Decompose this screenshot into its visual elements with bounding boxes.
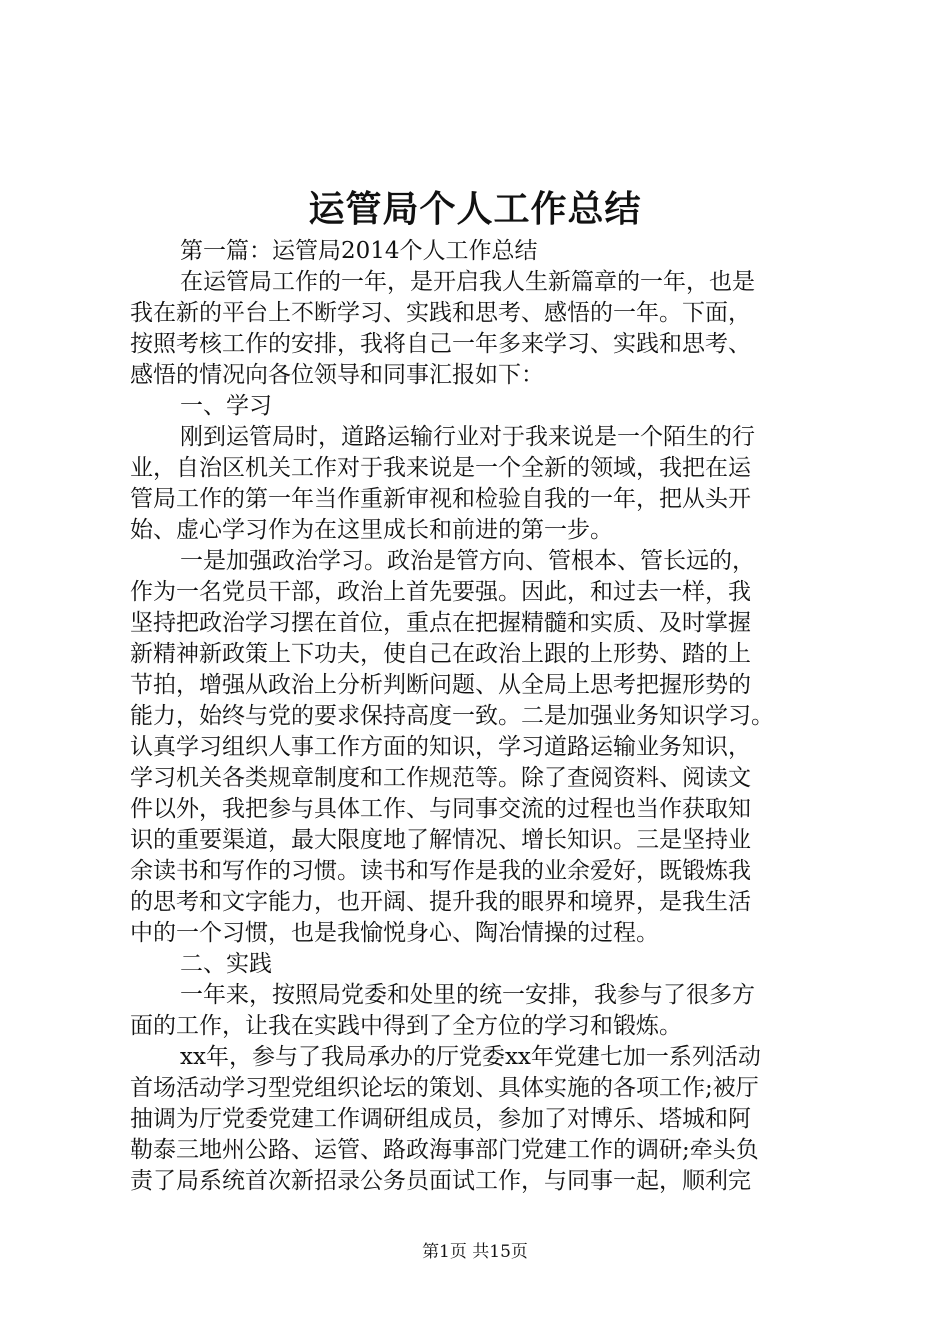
text-line: 余读书和写作的习惯。读书和写作是我的业余爱好，既锻炼我: [130, 858, 751, 884]
text-line: 刚到运管局时，道路运输行业对于我来说是一个陌生的行: [180, 424, 755, 450]
text-line: 坚持把政治学习摆在首位，重点在把握精髓和实质、及时掌握: [130, 610, 751, 636]
text-line: 面的工作，让我在实践中得到了全方位的学习和锻炼。: [130, 1013, 682, 1039]
text-line: 第一篇：运管局2014个人工作总结: [180, 238, 538, 264]
text-line: 的思考和文字能力，也开阔、提升我的眼界和境界，是我生活: [130, 889, 751, 915]
page-footer: 第1页 共15页: [422, 1242, 528, 1262]
text-line: 业，自治区机关工作对于我来说是一个全新的领域，我把在运: [130, 455, 751, 481]
text-line: 件以外，我把参与具体工作、与同事交流的过程也当作获取知: [130, 796, 751, 822]
text-line: 一是加强政治学习。政治是管方向、管根本、管长远的，: [180, 548, 755, 574]
text-line: 一、学习: [180, 393, 272, 419]
text-line: 感悟的情况向各位领导和同事汇报如下：: [130, 362, 544, 388]
text-line: 首场活动学习型党组织论坛的策划、具体实施的各项工作;被厅: [130, 1075, 759, 1101]
text-line: 学习机关各类规章制度和工作规范等。除了查阅资料、阅读文: [130, 765, 751, 791]
text-line: 始、虚心学习作为在这里成长和前进的第一步。: [130, 517, 613, 543]
text-line: 作为一名党员干部，政治上首先要强。因此，和过去一样，我: [130, 579, 751, 605]
text-line: 新精神新政策上下功夫，使自己在政治上跟的上形势、踏的上: [130, 641, 751, 667]
document-body: [130, 236, 830, 1197]
text-line: 认真学习组织人事工作方面的知识，学习道路运输业务知识，: [130, 734, 751, 760]
text-line: 一年来，按照局党委和处里的统一安排，我参与了很多方: [180, 982, 755, 1008]
text-line: 在运管局工作的一年，是开启我人生新篇章的一年，也是: [180, 269, 755, 295]
text-line: 能力，始终与党的要求保持高度一致。二是加强业务知识学习。: [130, 703, 774, 729]
text-line: 节拍，增强从政治上分析判断问题、从全局上思考把握形势的: [130, 672, 751, 698]
text-line: 责了局系统首次新招录公务员面试工作，与同事一起，顺利完: [130, 1168, 751, 1194]
text-line: 识的重要渠道，最大限度地了解情况、增长知识。三是坚持业: [130, 827, 751, 853]
text-line: 我在新的平台上不断学习、实践和思考、感悟的一年。下面，: [130, 300, 751, 326]
text-line: 抽调为厅党委党建工作调研组成员，参加了对博乐、塔城和阿: [130, 1106, 751, 1132]
text-line: 管局工作的第一年当作重新审视和检验自我的一年，把从头开: [130, 486, 751, 512]
text-line: 勒泰三地州公路、运管、路政海事部门党建工作的调研;牵头负: [130, 1137, 759, 1163]
text-line: 二、实践: [180, 951, 272, 977]
document-title: 运管局个人工作总结: [308, 188, 642, 230]
text-line: 按照考核工作的安排，我将自己一年多来学习、实践和思考、: [130, 331, 751, 357]
text-line: 中的一个习惯，也是我愉悦身心、陶冶情操的过程。: [130, 920, 659, 946]
text-line: xx年，参与了我局承办的厅党委xx年党建七加一系列活动: [180, 1044, 761, 1070]
